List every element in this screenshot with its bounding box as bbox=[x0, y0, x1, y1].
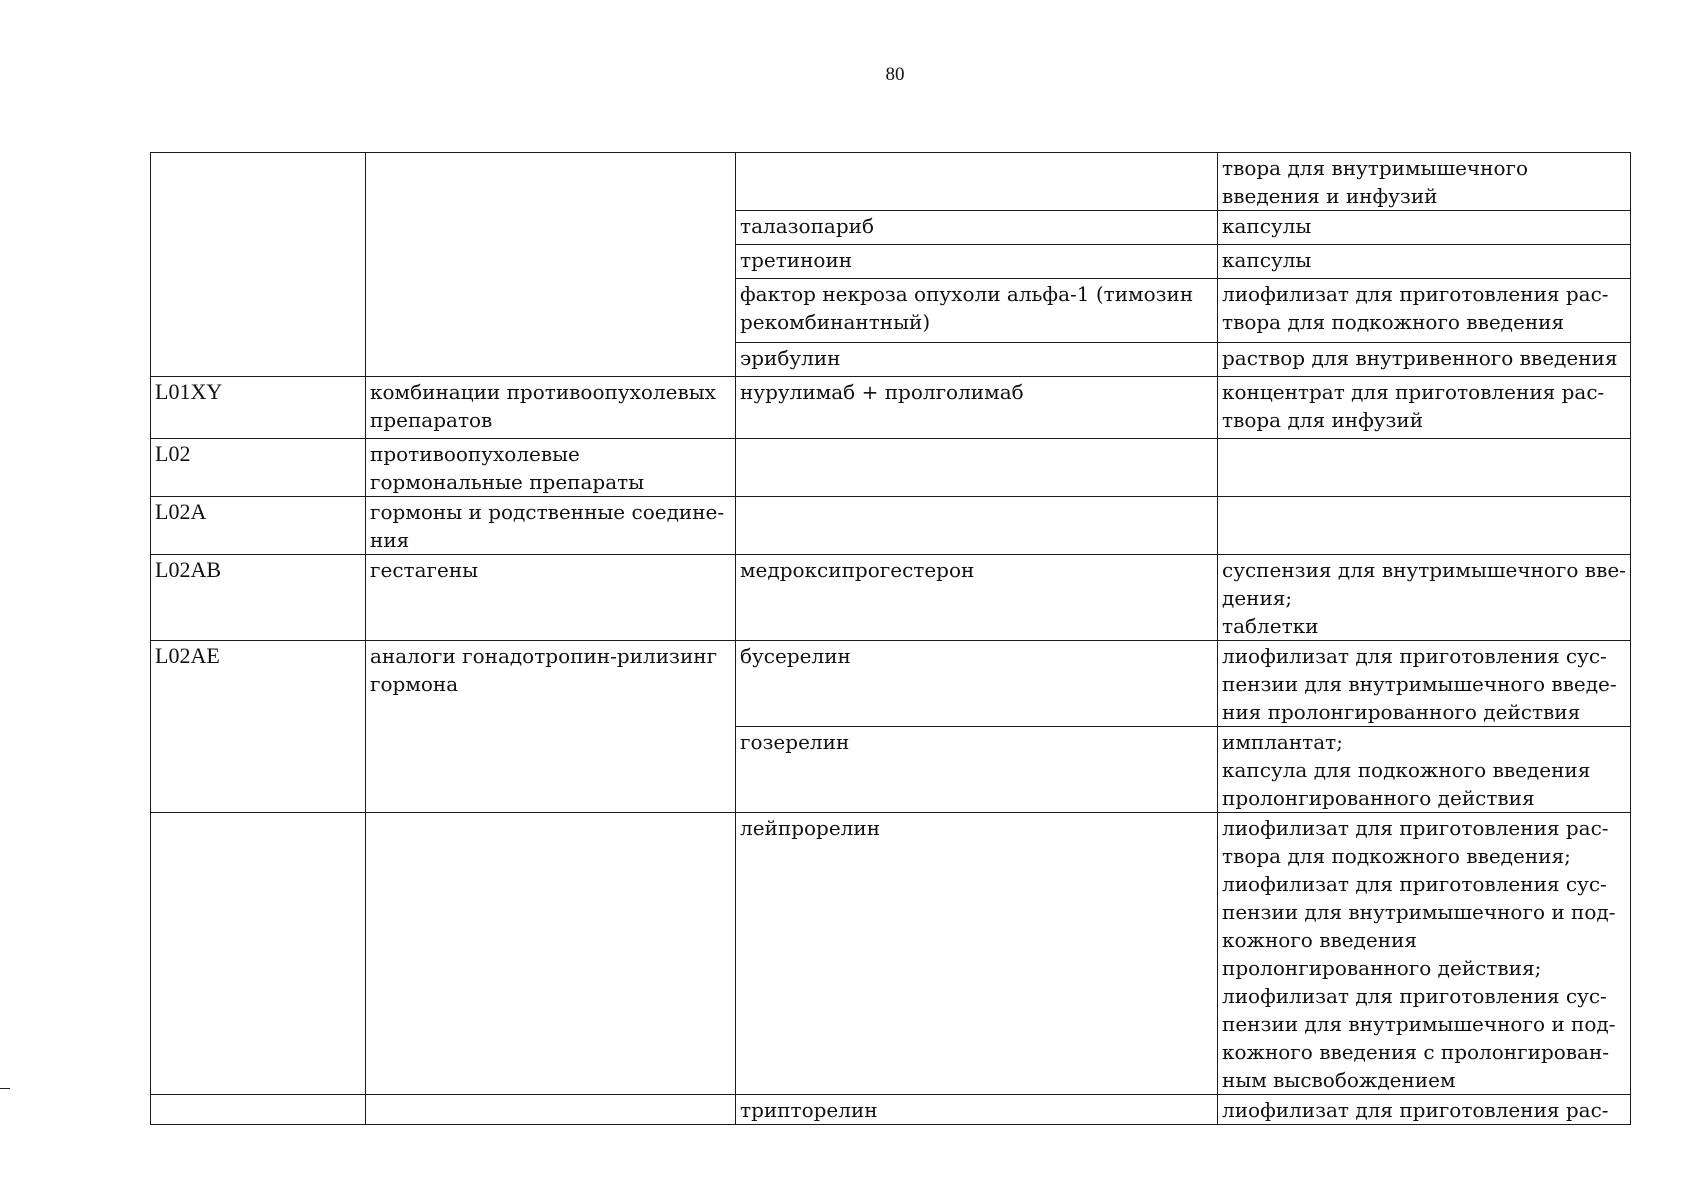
dosage-form-cell: лиофилизат для приготовления рас-твора для подкожного введения; лиофилизат для приготовления сус-пензии для внутримышечного и под-кожного введения пролонгированного действия; лиофилизат для приготовления сус-пензии для внутримышечного и под-кожного введения с пролонгирован-ным высвобождением bbox=[1218, 813, 1631, 1095]
drug-name-cell bbox=[736, 439, 1218, 497]
atc-code-cell: L01XY bbox=[151, 377, 366, 439]
table-row bbox=[151, 555, 1631, 641]
dosage-form-cell bbox=[1218, 439, 1631, 497]
atc-code-cell bbox=[151, 1095, 366, 1125]
table-row bbox=[151, 153, 1631, 211]
drug-name-cell: фактор некроза опухоли альфа-1 (тимозин рекомбинантный) bbox=[736, 279, 1218, 343]
dosage-form-cell: раствор для внутривенного введения bbox=[1218, 343, 1631, 377]
dosage-form-cell: твора для внутримышечного введения и инфузий bbox=[1218, 153, 1631, 211]
group-name-cell bbox=[366, 813, 736, 1095]
drug-name-cell: третиноин bbox=[736, 245, 1218, 279]
group-name-cell bbox=[366, 153, 736, 377]
drug-name-cell bbox=[736, 153, 1218, 211]
table-row bbox=[151, 641, 1631, 727]
group-name-cell: противоопухолевые гормональные препараты bbox=[366, 439, 736, 497]
group-name-cell: гормоны и родственные соедине-ния bbox=[366, 497, 736, 555]
atc-code-cell: L02AE bbox=[151, 641, 366, 813]
drug-name-cell: гозерелин bbox=[736, 727, 1218, 813]
table-row bbox=[151, 1095, 1631, 1125]
drug-classification-table bbox=[150, 152, 1631, 1125]
table-row bbox=[151, 813, 1631, 1095]
page-number: 80 bbox=[885, 64, 905, 85]
dosage-form-cell: суспензия для внутримышечного вве-дения; таблетки bbox=[1218, 555, 1631, 641]
drug-name-cell: лейпрорелин bbox=[736, 813, 1218, 1095]
table-row bbox=[151, 439, 1631, 497]
drug-name-cell: медроксипрогестерон bbox=[736, 555, 1218, 641]
atc-code-cell: L02 bbox=[151, 439, 366, 497]
drug-name-cell: талазопариб bbox=[736, 211, 1218, 245]
atc-code-cell bbox=[151, 813, 366, 1095]
atc-code-cell: L02A bbox=[151, 497, 366, 555]
drug-name-cell: эрибулин bbox=[736, 343, 1218, 377]
dosage-form-cell: концентрат для приготовления рас-твора для инфузий bbox=[1218, 377, 1631, 439]
drug-name-cell: нурулимаб + пролголимаб bbox=[736, 377, 1218, 439]
group-name-cell bbox=[366, 1095, 736, 1125]
dosage-form-cell: лиофилизат для приготовления сус-пензии для внутримышечного введе-ния пролонгированного действия bbox=[1218, 641, 1631, 727]
table-row bbox=[151, 497, 1631, 555]
atc-code-cell bbox=[151, 153, 366, 377]
drug-name-cell bbox=[736, 497, 1218, 555]
group-name-cell: гестагены bbox=[366, 555, 736, 641]
dosage-form-cell: капсулы bbox=[1218, 245, 1631, 279]
dosage-form-cell bbox=[1218, 497, 1631, 555]
atc-code-cell: L02AB bbox=[151, 555, 366, 641]
dosage-form-cell: имплантат; капсула для подкожного введения пролонгированного действия bbox=[1218, 727, 1631, 813]
margin-mark bbox=[0, 1088, 10, 1089]
group-name-cell: аналоги гонадотропин-рилизинг гормона bbox=[366, 641, 736, 813]
dosage-form-cell: лиофилизат для приготовления рас- bbox=[1218, 1095, 1631, 1125]
group-name-cell: комбинации противоопухолевых препаратов bbox=[366, 377, 736, 439]
drug-name-cell: трипторелин bbox=[736, 1095, 1218, 1125]
drug-name-cell: бусерелин bbox=[736, 641, 1218, 727]
table-row bbox=[151, 377, 1631, 439]
dosage-form-cell: капсулы bbox=[1218, 211, 1631, 245]
dosage-form-cell: лиофилизат для приготовления рас-твора для подкожного введения bbox=[1218, 279, 1631, 343]
